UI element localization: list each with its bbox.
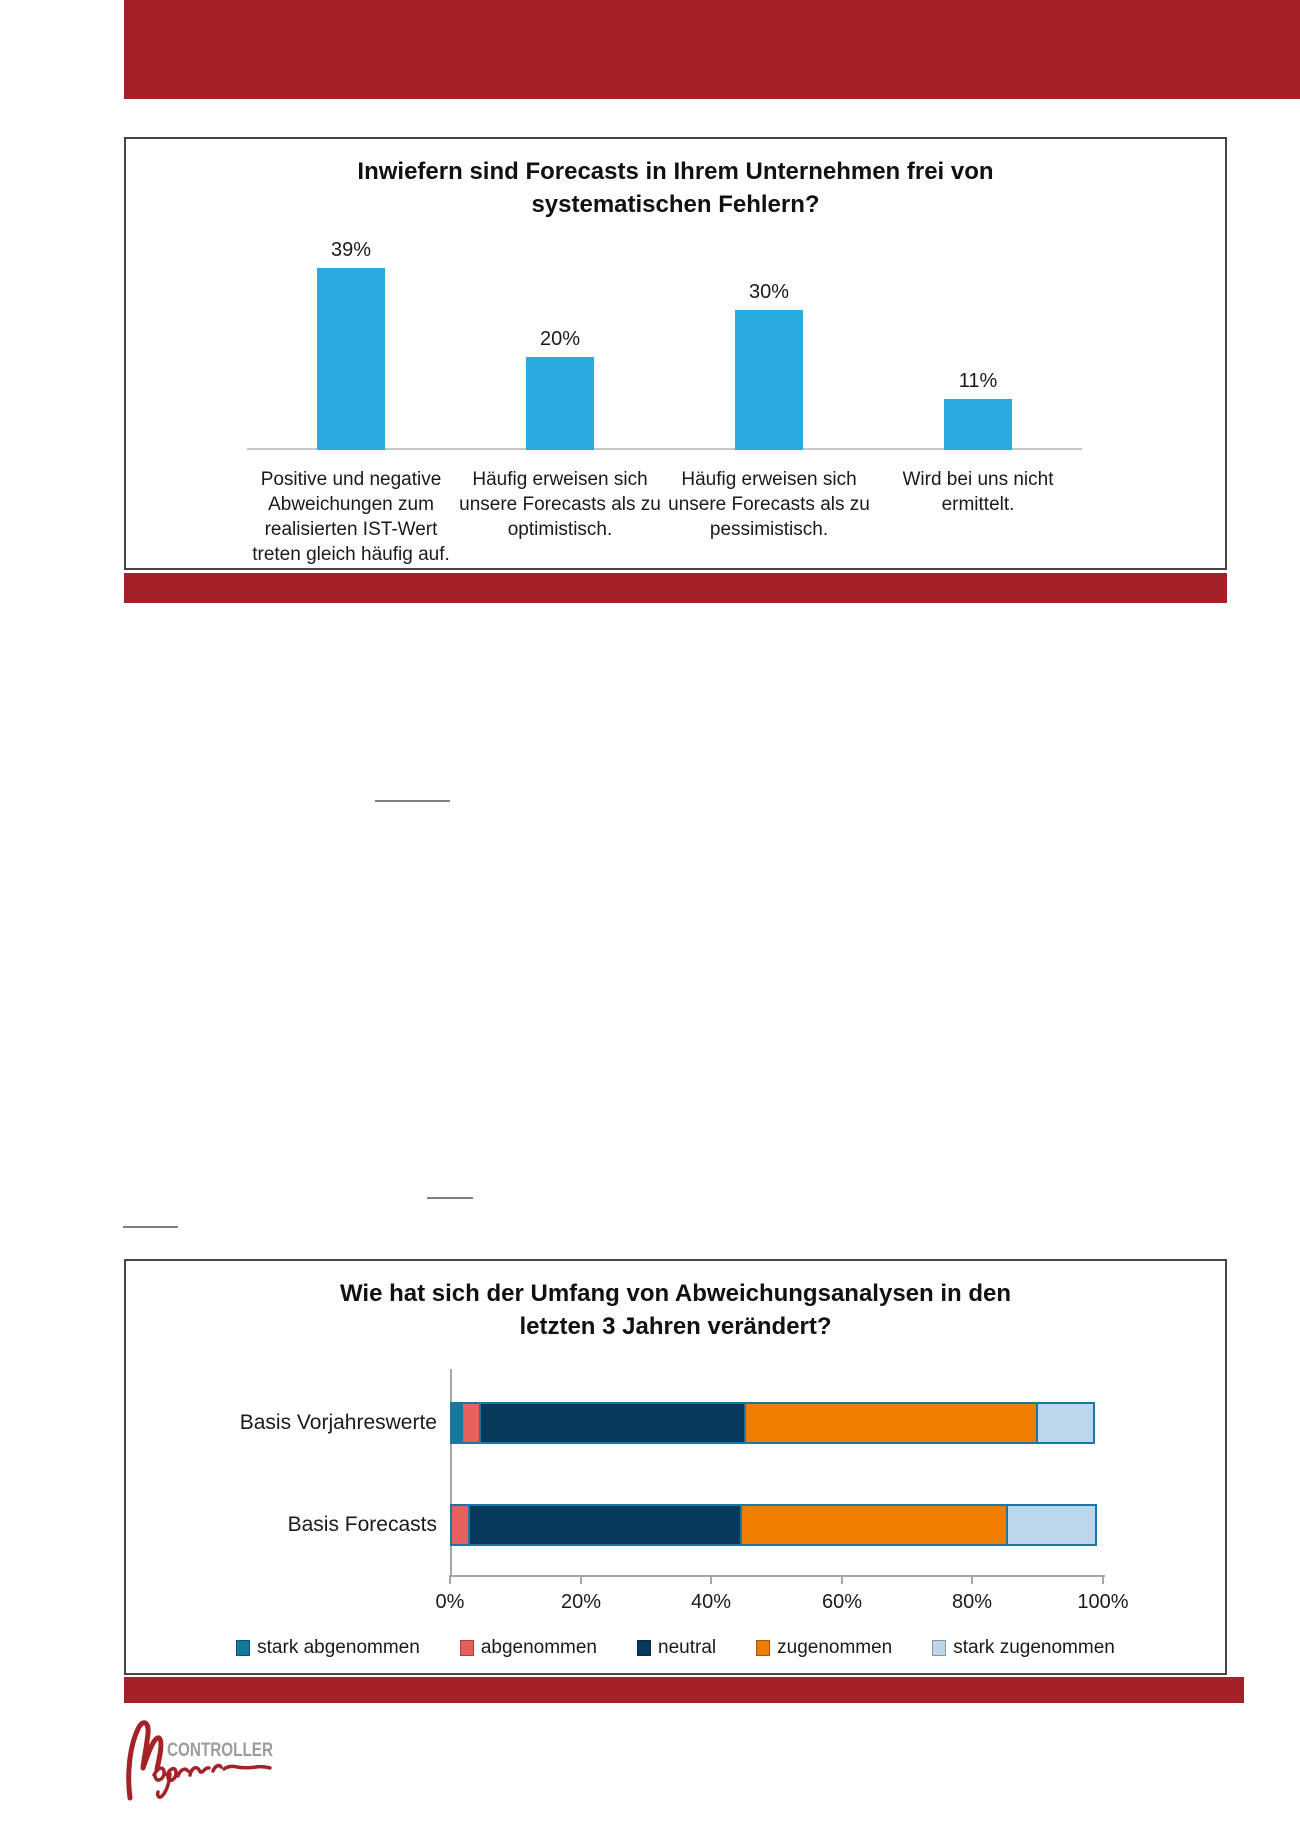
page-rule-line-2 xyxy=(427,1197,473,1199)
page-rule-line-1 xyxy=(375,800,450,802)
chart2-axis-tick-1 xyxy=(449,1575,451,1584)
legend-item-neutral xyxy=(637,1637,716,1659)
chart2-segment-zugenommen xyxy=(740,1504,1008,1546)
legend-swatch-icon xyxy=(756,1640,770,1656)
logo-wordmark-text: CONTROLLER xyxy=(167,1740,274,1761)
chart2-segment-stark-zugenommen xyxy=(1006,1504,1097,1546)
chart2-tick-label-1: 0% xyxy=(435,1591,465,1613)
chart1-category-label-3: Häufig erweisen sich unsere Forecasts als zu pessimistisch. xyxy=(668,469,870,540)
chart2-plot-area xyxy=(126,1261,1225,1673)
legend-item-zugenommen xyxy=(756,1637,892,1659)
chart1-bar-4 xyxy=(944,399,1012,450)
legend-label: neutral xyxy=(658,1637,717,1658)
controller-magazin-logo xyxy=(120,1712,300,1804)
legend-swatch-icon xyxy=(932,1640,946,1656)
chart2-stacked-bar-2 xyxy=(450,1504,1103,1546)
chart2-legend xyxy=(126,1637,1225,1659)
chart2-tick-label-5: 80% xyxy=(951,1591,993,1613)
legend-swatch-icon xyxy=(637,1640,651,1656)
chart2-axis-tick-6 xyxy=(1102,1575,1104,1584)
legend-label: stark zugenommen xyxy=(953,1637,1115,1658)
page-rule-line-3 xyxy=(123,1226,178,1228)
chart2-footer-red-strip xyxy=(124,1677,1244,1703)
chart2-title-line2: letzten 3 Jahren verändert? xyxy=(519,1313,832,1340)
chart1-title-line2: systematischen Fehlern? xyxy=(531,191,820,218)
chart1-value-label-1: 39% xyxy=(330,239,372,261)
chart2-stacked-bar-1 xyxy=(450,1402,1103,1444)
chart2-axis-tick-3 xyxy=(710,1575,712,1584)
chart2-tick-label-4: 60% xyxy=(821,1591,863,1613)
chart2-figure xyxy=(124,1259,1227,1675)
chart2-tick-label-6: 100% xyxy=(1077,1591,1129,1613)
chart1-value-label-2: 20% xyxy=(539,328,581,350)
legend-swatch-icon xyxy=(460,1640,474,1656)
chart2-segment-stark-zugenommen xyxy=(1036,1402,1095,1444)
chart1-category-label-1: Positive und negative Abweichungen zum realisierten IST-Wert treten gleich häufig auf. xyxy=(252,469,450,565)
chart1-value-label-4: 11% xyxy=(958,370,998,392)
chart2-title-line1: Wie hat sich der Umfang von Abweichungsanalysen in den xyxy=(339,1280,1011,1307)
chart1-category-label-4: Wird bei uns nicht ermittelt. xyxy=(902,469,1054,515)
chart2-segment-neutral xyxy=(479,1402,747,1444)
chart2-segment-neutral xyxy=(468,1504,742,1546)
legend-item-stark-zugenommen xyxy=(932,1637,1115,1659)
legend-swatch-icon xyxy=(236,1640,250,1656)
chart2-row-label-1: Basis Vorjahreswerte xyxy=(239,1411,437,1434)
chart2-tick-label-3: 40% xyxy=(690,1591,732,1613)
chart2-segment-zugenommen xyxy=(744,1402,1038,1444)
chart1-bar-1 xyxy=(317,268,385,450)
chart1-figure xyxy=(124,137,1227,570)
chart1-value-label-3: 30% xyxy=(748,281,790,303)
header-red-bar xyxy=(124,0,1300,99)
chart2-row-label-2: Basis Forecasts xyxy=(287,1513,437,1536)
chart2-tick-label-2: 20% xyxy=(560,1591,602,1613)
chart1-footer-red-strip xyxy=(124,573,1227,603)
legend-item-stark-abgenommen xyxy=(236,1637,420,1659)
chart1-category-label-2: Häufig erweisen sich unsere Forecasts als zu optimistisch. xyxy=(459,469,661,540)
chart1-plot-area xyxy=(126,139,1225,568)
chart1-bar-3 xyxy=(735,310,803,450)
chart1-bar-2 xyxy=(526,357,594,450)
legend-item-abgenommen xyxy=(460,1637,597,1659)
chart2-axis-tick-4 xyxy=(841,1575,843,1584)
legend-label: abgenommen xyxy=(480,1637,598,1658)
chart2-axis-tick-5 xyxy=(971,1575,973,1584)
chart1-title-line1: Inwiefern sind Forecasts in Ihrem Unternehmen frei von xyxy=(357,158,994,185)
legend-label: zugenommen xyxy=(777,1637,893,1658)
legend-label: stark abgenommen xyxy=(257,1637,420,1658)
chart2-x-axis-line xyxy=(450,1575,1105,1577)
chart2-axis-tick-2 xyxy=(580,1575,582,1584)
